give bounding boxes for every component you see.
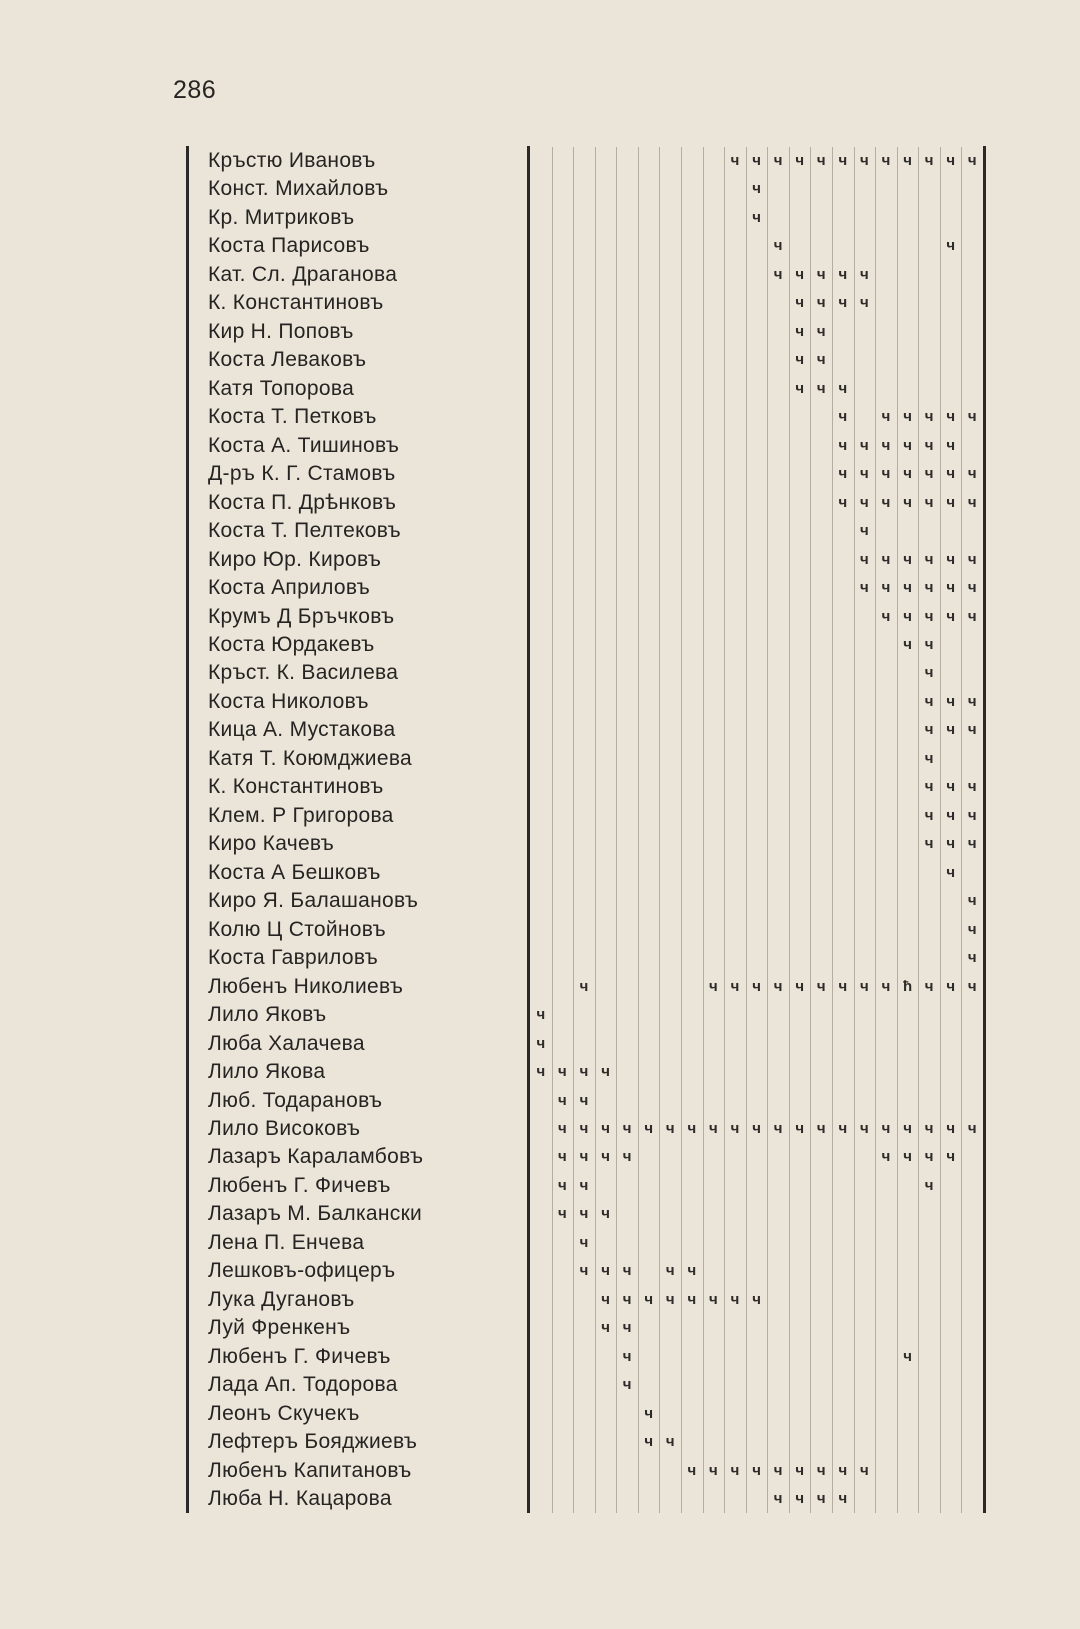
attendance-mark: ч <box>903 152 912 169</box>
attendance-mark: ч <box>687 1119 697 1137</box>
attendance-mark: ч <box>687 1461 697 1479</box>
attendance-mark: ч <box>903 579 912 597</box>
attendance-mark: ч <box>579 977 589 995</box>
table-row <box>0 1229 1080 1257</box>
attendance-mark: ч <box>838 379 848 397</box>
table-row <box>0 1400 1080 1428</box>
attendance-mark: ч <box>881 977 891 995</box>
attendance-mark: ч <box>860 1119 869 1137</box>
table-row <box>0 175 1080 203</box>
attendance-mark: ч <box>967 550 977 568</box>
attendance-mark: ч <box>536 1034 546 1052</box>
attendance-mark: ч <box>579 1233 589 1251</box>
person-name: Люб. Тодарановъ <box>208 1088 383 1112</box>
table-row <box>0 973 1080 1001</box>
attendance-mark: ч <box>924 152 934 169</box>
table-row <box>0 517 1080 545</box>
attendance-mark: ч <box>665 1433 675 1451</box>
attendance-mark: ч <box>967 977 977 995</box>
table-row <box>0 603 1080 631</box>
attendance-mark: ч <box>838 977 848 995</box>
person-name: Коста Леваковъ <box>208 348 367 372</box>
attendance-mark: ч <box>816 1490 826 1508</box>
attendance-mark: ч <box>946 436 956 454</box>
attendance-mark: ч <box>665 1119 675 1137</box>
table-row <box>0 1200 1080 1228</box>
person-name: Коста Априловъ <box>208 576 371 600</box>
attendance-mark: ч <box>903 465 912 483</box>
person-name: Киро Я. Балашановъ <box>208 889 419 913</box>
person-name: Кица А. Мустакова <box>208 718 396 742</box>
attendance-mark: ч <box>903 1119 912 1137</box>
person-name: Лука Дугановъ <box>208 1287 355 1311</box>
attendance-mark: ч <box>816 351 826 369</box>
person-name: Лада Ап. Тодорова <box>208 1373 398 1397</box>
person-name: Киро Юр. Кировъ <box>208 547 382 571</box>
attendance-mark: ч <box>665 1290 675 1308</box>
attendance-mark: ч <box>860 152 869 169</box>
table-row <box>0 716 1080 744</box>
table-row <box>0 232 1080 260</box>
attendance-mark: ч <box>709 1461 718 1479</box>
attendance-mark: ч <box>924 550 934 568</box>
attendance-mark: ч <box>946 579 956 597</box>
attendance-mark: ч <box>860 1461 869 1479</box>
attendance-mark: ч <box>860 550 869 568</box>
table-row <box>0 1001 1080 1029</box>
person-name: Кр. Митриковъ <box>208 205 355 229</box>
attendance-mark: ч <box>709 977 718 995</box>
attendance-mark: ч <box>816 1461 826 1479</box>
attendance-mark: ч <box>687 1290 697 1308</box>
attendance-mark: ч <box>816 379 826 397</box>
attendance-mark: ч <box>622 1290 632 1308</box>
person-name: Кръстю Ивановъ <box>208 149 376 172</box>
attendance-mark: ч <box>665 1262 675 1280</box>
attendance-mark: ч <box>903 436 912 454</box>
attendance-mark: ч <box>860 465 869 483</box>
table-row <box>0 289 1080 317</box>
attendance-mark: ч <box>838 1490 848 1508</box>
attendance-mark: ч <box>601 1290 610 1308</box>
attendance-mark: ч <box>579 1119 589 1137</box>
attendance-mark: ч <box>924 664 934 682</box>
attendance-mark: ч <box>967 1119 977 1137</box>
attendance-mark: ч <box>946 835 956 853</box>
attendance-mark: ч <box>752 977 761 995</box>
table-row <box>0 403 1080 431</box>
person-name: Кир Н. Поповъ <box>208 319 354 343</box>
table-row <box>0 489 1080 517</box>
attendance-mark: ч <box>881 152 891 169</box>
attendance-mark: ч <box>795 265 805 283</box>
attendance-mark: ч <box>622 1148 632 1166</box>
attendance-mark: ч <box>709 1290 718 1308</box>
table-row <box>0 944 1080 972</box>
attendance-mark: ч <box>795 1119 805 1137</box>
attendance-mark: ч <box>946 408 956 426</box>
attendance-mark: ч <box>795 1490 805 1508</box>
table-row <box>0 1371 1080 1399</box>
attendance-mark: ч <box>838 1119 848 1137</box>
table-row <box>0 204 1080 232</box>
person-name: Катя Топорова <box>208 376 355 400</box>
attendance-mark: ч <box>730 977 740 995</box>
table-row <box>0 147 1080 175</box>
attendance-mark: ч <box>579 1091 589 1109</box>
attendance-mark: ч <box>773 1119 783 1137</box>
attendance-mark: ч <box>903 607 912 625</box>
attendance-mark: ч <box>924 749 934 767</box>
attendance-mark: ч <box>946 692 956 710</box>
attendance-mark: ч <box>622 1319 632 1337</box>
attendance-mark: ч <box>924 493 934 511</box>
person-name: Коста Юрдакевъ <box>208 632 375 656</box>
attendance-mark: ч <box>795 351 805 369</box>
attendance-mark: ч <box>924 579 934 597</box>
person-name: Лешковъ-офицеръ <box>208 1259 396 1283</box>
attendance-mark: ч <box>946 607 956 625</box>
person-name: Кат. Сл. Драганова <box>208 262 398 286</box>
attendance-mark: ч <box>816 152 826 169</box>
person-name: Лефтеръ Бояджиевъ <box>208 1430 418 1454</box>
attendance-mark: ч <box>881 1148 891 1166</box>
attendance-mark: ч <box>946 863 956 881</box>
attendance-mark: ч <box>860 977 869 995</box>
person-name: Д-ръ К. Г. Стамовъ <box>208 462 396 486</box>
attendance-mark: ч <box>903 550 912 568</box>
person-name: К. Константиновъ <box>208 775 384 799</box>
attendance-mark: ч <box>946 152 956 169</box>
attendance-mark: ч <box>860 493 869 511</box>
attendance-mark: ч <box>967 892 977 910</box>
attendance-mark: ч <box>730 1290 740 1308</box>
attendance-mark: ч <box>924 635 934 653</box>
person-name: Коста Парисовъ <box>208 234 370 258</box>
attendance-mark: ч <box>644 1433 654 1451</box>
table-row <box>0 346 1080 374</box>
person-name: Любенъ Г. Фичевъ <box>208 1344 391 1368</box>
attendance-mark: ч <box>558 1205 567 1223</box>
attendance-mark: ч <box>558 1091 567 1109</box>
attendance-mark: ч <box>903 493 912 511</box>
person-name: Коста Т. Пелтековъ <box>208 519 401 543</box>
attendance-mark: ч <box>903 1148 912 1166</box>
attendance-mark: ч <box>816 322 826 340</box>
attendance-mark: ч <box>881 493 891 511</box>
attendance-mark: ч <box>946 1119 956 1137</box>
attendance-mark: ч <box>967 692 977 710</box>
attendance-mark: ч <box>881 1119 891 1137</box>
table-row <box>0 688 1080 716</box>
attendance-mark: ч <box>644 1290 654 1308</box>
attendance-mark: ч <box>536 1006 546 1024</box>
attendance-mark: ч <box>730 152 740 169</box>
attendance-mark: ч <box>816 977 826 995</box>
attendance-mark: ч <box>838 265 848 283</box>
attendance-mark: ч <box>687 1262 697 1280</box>
person-name: Коста Т. Петковъ <box>208 405 377 429</box>
attendance-mark: ч <box>816 265 826 283</box>
attendance-mark: ч <box>946 977 956 995</box>
attendance-mark: ч <box>924 721 934 739</box>
person-name: Любенъ Г. Фичевъ <box>208 1173 391 1197</box>
attendance-mark: ћ <box>902 977 913 995</box>
attendance-mark: ч <box>536 1063 546 1081</box>
attendance-mark: ч <box>795 977 805 995</box>
attendance-mark: ч <box>967 607 977 625</box>
attendance-mark: ч <box>881 436 891 454</box>
table-row <box>0 546 1080 574</box>
attendance-mark: ч <box>967 465 977 483</box>
attendance-mark: ч <box>860 522 869 540</box>
table-row <box>0 631 1080 659</box>
table-row <box>0 1428 1080 1456</box>
table-row <box>0 1058 1080 1086</box>
attendance-mark: ч <box>967 493 977 511</box>
attendance-mark: ч <box>924 977 934 995</box>
table-row <box>0 659 1080 687</box>
attendance-mark: ч <box>881 408 891 426</box>
attendance-mark: ч <box>773 1490 783 1508</box>
attendance-mark: ч <box>903 635 912 653</box>
attendance-mark: ч <box>881 550 891 568</box>
person-name: Лило Якова <box>208 1060 326 1084</box>
attendance-mark: ч <box>622 1376 632 1394</box>
attendance-mark: ч <box>601 1205 610 1223</box>
person-name: Коста Гавриловъ <box>208 946 378 970</box>
attendance-mark: ч <box>579 1262 589 1280</box>
page-number: 286 <box>173 76 217 104</box>
attendance-mark: ч <box>946 806 956 824</box>
attendance-mark: ч <box>946 237 956 255</box>
attendance-mark: ч <box>881 607 891 625</box>
person-name: Коста А Бешковъ <box>208 860 381 884</box>
table-row <box>0 773 1080 801</box>
attendance-mark: ч <box>967 778 977 796</box>
attendance-mark: ч <box>838 1461 848 1479</box>
table-row <box>0 1172 1080 1200</box>
person-name: Лазаръ М. Балкански <box>208 1202 423 1226</box>
attendance-mark: ч <box>752 1290 761 1308</box>
attendance-mark: ч <box>924 465 934 483</box>
attendance-mark: ч <box>601 1063 610 1081</box>
person-name: Любенъ Николиевъ <box>208 974 404 998</box>
attendance-mark: ч <box>558 1063 567 1081</box>
attendance-mark: ч <box>558 1119 567 1137</box>
attendance-mark: ч <box>838 436 848 454</box>
attendance-mark: ч <box>924 1148 934 1166</box>
attendance-mark: ч <box>752 1461 761 1479</box>
person-name: Клем. Р Григорова <box>208 803 394 827</box>
attendance-mark: ч <box>860 436 869 454</box>
table-row <box>0 1115 1080 1143</box>
attendance-mark: ч <box>816 294 826 312</box>
attendance-mark: ч <box>773 977 783 995</box>
person-name: Коста П. Дрѣнковъ <box>208 490 397 514</box>
table-row <box>0 261 1080 289</box>
attendance-mark: ч <box>881 579 891 597</box>
attendance-mark: ч <box>924 1176 934 1194</box>
attendance-mark: ч <box>601 1319 610 1337</box>
person-name: Люба Халачева <box>208 1031 365 1055</box>
person-name: Лазаръ Караламбовъ <box>208 1145 424 1169</box>
attendance-mark: ч <box>773 152 783 169</box>
table-row <box>0 887 1080 915</box>
person-name: Киро Качевъ <box>208 832 335 856</box>
attendance-mark: ч <box>838 493 848 511</box>
attendance-mark: ч <box>752 208 761 226</box>
attendance-mark: ч <box>967 949 977 967</box>
attendance-mark: ч <box>773 237 783 255</box>
table-row <box>0 460 1080 488</box>
attendance-mark: ч <box>816 1119 826 1137</box>
attendance-mark: ч <box>946 465 956 483</box>
attendance-mark: ч <box>838 294 848 312</box>
attendance-mark: ч <box>860 294 869 312</box>
person-name: Коста Николовъ <box>208 689 369 713</box>
table-row <box>0 1485 1080 1513</box>
person-name: Лена П. Енчева <box>208 1230 365 1254</box>
person-name: Луй Френкенъ <box>208 1316 351 1340</box>
attendance-mark: ч <box>924 408 934 426</box>
attendance-mark: ч <box>709 1119 718 1137</box>
attendance-mark: ч <box>644 1404 654 1422</box>
attendance-mark: ч <box>946 1148 956 1166</box>
table-row <box>0 1257 1080 1285</box>
person-name: Любенъ Капитановъ <box>208 1458 412 1482</box>
attendance-mark: ч <box>795 152 805 169</box>
attendance-mark: ч <box>967 806 977 824</box>
attendance-mark: ч <box>622 1119 632 1137</box>
attendance-mark: ч <box>946 778 956 796</box>
attendance-mark: ч <box>579 1063 589 1081</box>
attendance-mark: ч <box>795 379 805 397</box>
person-name: Лило Високовъ <box>208 1116 361 1140</box>
attendance-mark: ч <box>967 920 977 938</box>
person-name: Леонъ Скучекъ <box>208 1401 360 1425</box>
attendance-mark: ч <box>924 692 934 710</box>
attendance-mark: ч <box>579 1205 589 1223</box>
attendance-mark: ч <box>838 408 848 426</box>
attendance-mark: ч <box>967 721 977 739</box>
table-row <box>0 574 1080 602</box>
attendance-mark: ч <box>752 1119 761 1137</box>
attendance-mark: ч <box>967 408 977 426</box>
person-name: Конст. Михайловъ <box>208 177 389 201</box>
table-row <box>0 1030 1080 1058</box>
attendance-mark: ч <box>752 152 761 169</box>
attendance-mark: ч <box>860 265 869 283</box>
person-name: Крумъ Д Бръчковъ <box>208 604 395 628</box>
attendance-mark: ч <box>795 322 805 340</box>
table-row <box>0 802 1080 830</box>
table-row <box>0 830 1080 858</box>
attendance-mark: ч <box>579 1176 589 1194</box>
attendance-mark: ч <box>558 1148 567 1166</box>
attendance-mark: ч <box>838 152 848 169</box>
attendance-mark: ч <box>924 1119 934 1137</box>
attendance-mark: ч <box>752 180 761 198</box>
table-row <box>0 1314 1080 1342</box>
attendance-mark: ч <box>946 493 956 511</box>
attendance-mark: ч <box>601 1119 610 1137</box>
attendance-mark: ч <box>558 1176 567 1194</box>
attendance-mark: ч <box>881 465 891 483</box>
attendance-mark: ч <box>730 1119 740 1137</box>
attendance-mark: ч <box>644 1119 654 1137</box>
attendance-mark: ч <box>622 1347 632 1365</box>
attendance-mark: ч <box>924 806 934 824</box>
table-row <box>0 1286 1080 1314</box>
attendance-mark: ч <box>579 1148 589 1166</box>
attendance-mark: ч <box>601 1262 610 1280</box>
attendance-mark: ч <box>795 294 805 312</box>
table-row <box>0 1457 1080 1485</box>
attendance-mark: ч <box>903 1347 912 1365</box>
attendance-mark: ч <box>860 579 869 597</box>
person-name: Лило Яковъ <box>208 1003 327 1027</box>
attendance-mark: ч <box>730 1461 740 1479</box>
attendance-mark: ч <box>903 408 912 426</box>
person-name: Катя Т. Коюмджиева <box>208 746 413 770</box>
table-row <box>0 432 1080 460</box>
table-row <box>0 1143 1080 1171</box>
attendance-mark: ч <box>924 436 934 454</box>
person-name: К. Константиновъ <box>208 291 384 315</box>
attendance-mark: ч <box>967 152 977 169</box>
attendance-mark: ч <box>773 265 783 283</box>
table-row <box>0 1087 1080 1115</box>
attendance-mark: ч <box>601 1148 610 1166</box>
attendance-mark: ч <box>795 1461 805 1479</box>
attendance-mark: ч <box>967 835 977 853</box>
person-name: Кръст. К. Василева <box>208 661 399 685</box>
attendance-mark: ч <box>967 579 977 597</box>
table-row <box>0 859 1080 887</box>
attendance-mark: ч <box>924 778 934 796</box>
attendance-mark: ч <box>773 1461 783 1479</box>
attendance-mark: ч <box>946 721 956 739</box>
table-row <box>0 375 1080 403</box>
attendance-mark: ч <box>838 465 848 483</box>
table-row <box>0 318 1080 346</box>
table-row <box>0 1343 1080 1371</box>
attendance-mark: ч <box>924 835 934 853</box>
table-row <box>0 745 1080 773</box>
table-row <box>0 916 1080 944</box>
person-name: Колю Ц Стойновъ <box>208 917 386 941</box>
person-name: Коста А. Тишиновъ <box>208 433 400 457</box>
attendance-mark: ч <box>946 550 956 568</box>
attendance-mark: ч <box>924 607 934 625</box>
person-name: Люба Н. Кацарова <box>208 1487 392 1511</box>
attendance-mark: ч <box>622 1262 632 1280</box>
